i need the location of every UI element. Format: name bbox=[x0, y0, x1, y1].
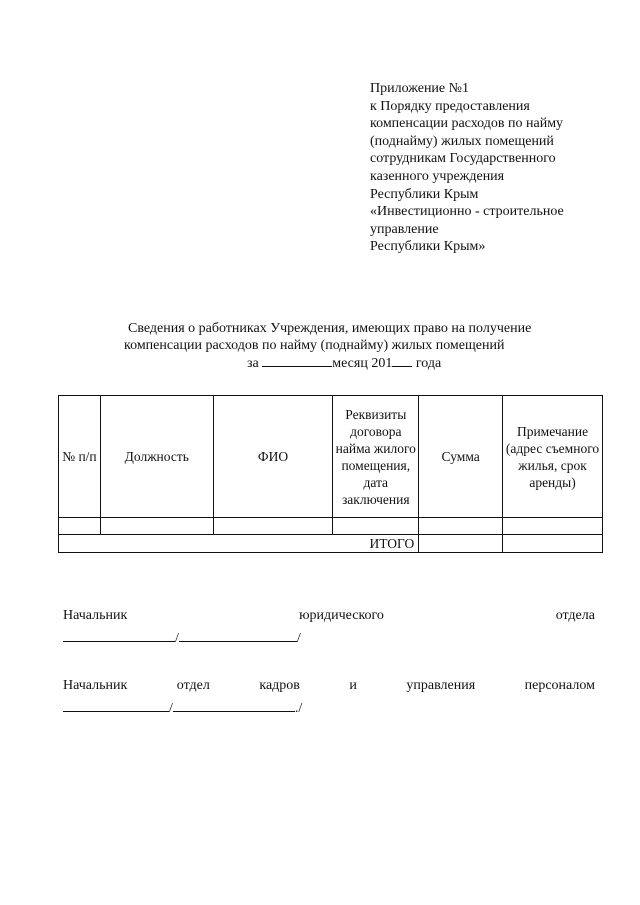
appendix-line: управление bbox=[370, 221, 439, 237]
signature-separator: / bbox=[175, 631, 179, 646]
signature-word: персоналом bbox=[524, 678, 595, 693]
appendix-line: (поднайму) жилых помещений bbox=[370, 133, 554, 149]
header-number: № п/п bbox=[59, 396, 101, 518]
header-contract-details: Реквизиты договора найма жилого помещения, дата заключения bbox=[333, 396, 419, 518]
appendix-block bbox=[370, 80, 630, 256]
header-position: Должность bbox=[100, 396, 213, 518]
table-cell[interactable] bbox=[503, 518, 603, 535]
table-header-row bbox=[59, 396, 603, 518]
signature-word: и bbox=[349, 678, 357, 693]
total-row bbox=[59, 535, 603, 553]
signature-title-row bbox=[63, 607, 595, 624]
signature-word: кадров bbox=[259, 678, 300, 693]
table-row bbox=[59, 518, 603, 535]
appendix-line: казенного учреждения bbox=[370, 168, 505, 184]
header-note: Примечание (адрес съемного жилья, срок аренды) bbox=[503, 396, 603, 518]
signature-title-row bbox=[63, 677, 595, 694]
appendix-line: Республики Крым» bbox=[370, 239, 486, 255]
appendix-line: компенсации расходов по найму bbox=[370, 116, 564, 132]
title-line-3-suffix: года bbox=[412, 356, 442, 371]
title-line-3 bbox=[247, 354, 441, 372]
title-line-3-mid: месяц 201 bbox=[332, 356, 393, 371]
signature-line[interactable] bbox=[63, 697, 169, 712]
signature-word: управления bbox=[406, 678, 476, 693]
signature-word: отдела bbox=[555, 608, 595, 623]
title-line-3-prefix: за bbox=[247, 356, 263, 371]
signature-word: юридического bbox=[299, 608, 384, 623]
table-cell[interactable] bbox=[333, 518, 419, 535]
title-line-2: компенсации расходов по найму (поднайму) жилых помещений bbox=[124, 338, 505, 353]
signature-word: отдел bbox=[176, 678, 210, 693]
table-cell[interactable] bbox=[213, 518, 333, 535]
appendix-line: сотрудникам Государственного bbox=[370, 151, 556, 167]
signature-line[interactable] bbox=[63, 627, 175, 642]
appendix-line: Республики Крым bbox=[370, 186, 479, 202]
name-line[interactable] bbox=[173, 697, 295, 712]
title-line-1: Сведения о работниках Учреждения, имеющих право на получение bbox=[128, 321, 532, 336]
total-note-cell[interactable] bbox=[503, 535, 603, 553]
signature-hr-head bbox=[63, 677, 595, 717]
table-cell[interactable] bbox=[59, 518, 101, 535]
appendix-line: Приложение №1 bbox=[370, 81, 469, 96]
table-cell[interactable] bbox=[100, 518, 213, 535]
signature-lines bbox=[63, 627, 595, 647]
employees-table bbox=[58, 395, 603, 553]
header-full-name: ФИО bbox=[213, 396, 333, 518]
total-amount-cell[interactable] bbox=[419, 535, 503, 553]
signature-end: / bbox=[296, 631, 301, 646]
signature-separator: / bbox=[169, 701, 173, 716]
signature-legal-head bbox=[63, 607, 595, 647]
appendix-line: «Инвестиционно - строительное bbox=[370, 204, 564, 220]
signature-word: Начальник bbox=[63, 608, 128, 623]
name-line[interactable] bbox=[179, 627, 297, 642]
year-blank-field[interactable] bbox=[392, 354, 412, 367]
header-amount: Сумма bbox=[419, 396, 503, 518]
signature-word: Начальник bbox=[63, 678, 128, 693]
appendix-line: к Порядку предоставления bbox=[370, 98, 530, 114]
total-label: ИТОГО bbox=[59, 535, 419, 553]
table-cell[interactable] bbox=[419, 518, 503, 535]
signature-lines bbox=[63, 697, 595, 717]
signature-end: ./ bbox=[294, 701, 303, 716]
month-blank-field[interactable] bbox=[262, 354, 332, 367]
